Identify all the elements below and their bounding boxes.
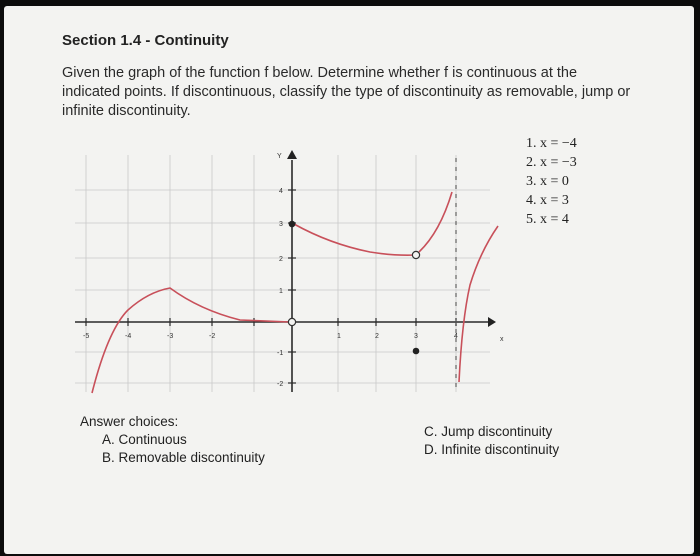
y-tick-label: 3 xyxy=(279,221,283,228)
section-title: Section 1.4 - Continuity xyxy=(62,32,229,49)
answer-choice-b: B. Removable discontinuity xyxy=(102,450,265,465)
x-tick-label: -2 xyxy=(209,333,216,340)
x-axis-label: x xyxy=(500,336,504,343)
y-tick-label: 1 xyxy=(279,288,283,295)
question-item: 2. x = −3 xyxy=(526,155,577,170)
question-item: 5. x = 4 xyxy=(526,212,569,227)
y-axis-label: Y xyxy=(277,153,282,160)
closed-point-at-x0-y3 xyxy=(289,221,296,228)
open-point-at-x0-y0 xyxy=(288,318,295,325)
function-curve xyxy=(92,192,498,393)
instructions-line-2: indicated points. If discontinuous, classify the type of discontinuity as removable, jump or xyxy=(62,84,631,100)
question-item: 3. x = 0 xyxy=(526,174,569,189)
answer-choices-left xyxy=(80,413,265,467)
axis-tick-marks xyxy=(86,190,456,383)
answer-choices-heading: Answer choices: xyxy=(80,414,179,429)
x-tick-label: 1 xyxy=(337,333,341,340)
x-tick-label: -4 xyxy=(125,333,132,340)
curve-piece-rising xyxy=(419,192,452,252)
x-tick-label: 3 xyxy=(414,333,418,340)
answer-choice-c: C. Jump discontinuity xyxy=(424,424,553,439)
x-tick-label: -5 xyxy=(83,333,90,340)
curve-piece-left xyxy=(92,288,290,393)
y-tick-label: 2 xyxy=(279,256,283,263)
instructions-line-3: infinite discontinuity. xyxy=(62,103,191,119)
question-list xyxy=(526,134,577,229)
x-tick-label: -3 xyxy=(167,333,174,340)
y-tick-label: -1 xyxy=(277,350,284,357)
open-point-at-x3 xyxy=(412,251,419,258)
answer-choice-d: D. Infinite discontinuity xyxy=(424,442,560,457)
y-tick-label: -2 xyxy=(277,381,284,388)
y-axis-arrow-icon xyxy=(287,150,297,159)
answer-choice-a: A. Continuous xyxy=(102,432,187,447)
question-item: 4. x = 3 xyxy=(526,193,569,208)
answer-choices-right xyxy=(424,423,559,459)
curve-piece-right xyxy=(459,226,498,382)
closed-point-at-x3-y-1 xyxy=(413,348,420,355)
y-tick-label: 4 xyxy=(279,188,283,195)
x-tick-label: 2 xyxy=(375,333,379,340)
instructions-line-1: Given the graph of the function f below. Determine whether f is continuous at the xyxy=(62,65,578,81)
question-item: 1. x = −4 xyxy=(526,136,577,151)
x-axis-arrow-icon xyxy=(488,317,496,327)
x-tick-label: 4 xyxy=(454,333,458,340)
curve-piece-middle xyxy=(294,224,416,255)
